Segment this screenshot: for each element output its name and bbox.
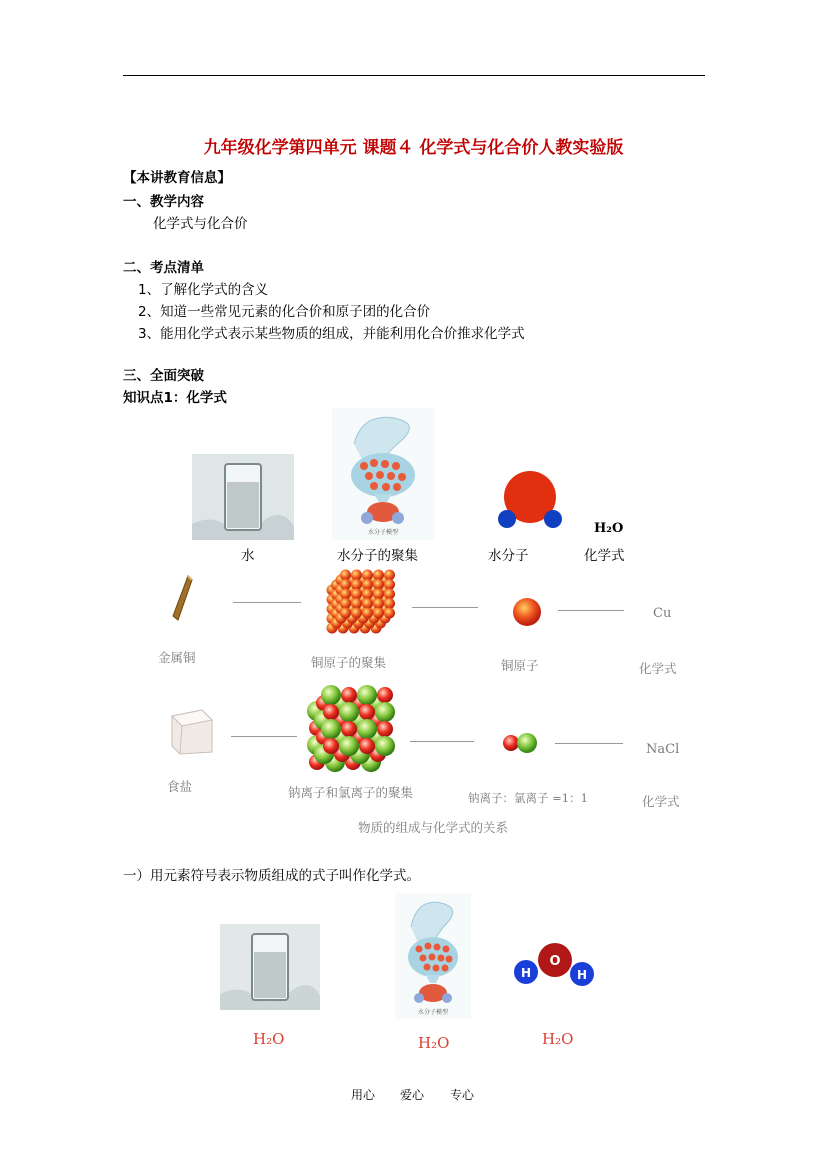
section-2-heading: 二、考点清单 (123, 260, 204, 276)
cluster-sphere (377, 687, 393, 703)
cluster-sphere (375, 702, 395, 722)
cluster-sphere (384, 589, 395, 600)
section-3-heading: 三、全面突破 (123, 368, 204, 384)
formula-h2o: H₂O (594, 521, 624, 536)
page-title: 九年级化学第四单元 课题４ 化学式与化合价人教实验版 (203, 138, 624, 158)
cluster-sphere (384, 608, 395, 619)
list-item: 1、了解化学式的含义 (138, 282, 269, 298)
cluster-sphere (351, 589, 362, 600)
water-molecule-labeled-model (508, 940, 598, 990)
formula-h2o-aggregate: H₂O (418, 1034, 450, 1052)
copper-atom-cluster-image (324, 566, 404, 638)
list-item: 2、知道一些常见元素的化合价和原子团的化合价 (138, 304, 431, 320)
water-glass-image (192, 454, 294, 540)
caption-aggregate: 水分子的聚集 (337, 548, 418, 564)
footer-item: 用心 (351, 1088, 376, 1102)
cluster-sphere (340, 579, 351, 590)
connector-line (412, 607, 478, 608)
cluster-sphere (373, 570, 384, 581)
header-rule (123, 75, 705, 76)
cluster-sphere (373, 608, 384, 619)
cluster-sphere (323, 704, 339, 720)
cluster-sphere (359, 704, 375, 720)
knowledge-point-title: 知识点1：化学式 (123, 390, 227, 406)
label-table-salt: 食盐 (167, 779, 193, 794)
cluster-sphere (362, 598, 373, 609)
cluster-sphere (362, 589, 373, 600)
list-item: 3、能用化学式表示某些物质的组成，并能利用化合价推求化学式 (138, 326, 525, 342)
footer-item: 专心 (450, 1088, 475, 1102)
cluster-sphere (384, 579, 395, 590)
cluster-sphere (373, 598, 384, 609)
section-1-heading: 一、教学内容 (123, 194, 204, 210)
cluster-sphere (384, 598, 395, 609)
copper-atom-model (511, 596, 543, 628)
formula-cu: Cu (653, 606, 672, 621)
connector-line (410, 741, 474, 742)
label-copper-formula: 化学式 (639, 661, 677, 676)
cluster-sphere (339, 702, 359, 722)
figure-caption: 物质的组成与化学式的关系 (358, 820, 509, 835)
cluster-sphere (384, 570, 395, 581)
cluster-sphere (375, 736, 395, 756)
water-glass-image (220, 924, 320, 1010)
label-ion-ratio: 钠离子：氯离子 =1：1 (468, 791, 588, 805)
label-salt-formula: 化学式 (642, 794, 680, 809)
cluster-sphere (340, 570, 351, 581)
label-copper-aggregate: 铜原子的聚集 (311, 655, 387, 670)
cluster-sphere (357, 719, 377, 739)
cluster-sphere (357, 685, 377, 705)
cluster-sphere (339, 736, 359, 756)
cluster-sphere (359, 738, 375, 754)
cluster-sphere (341, 687, 357, 703)
salt-crystal-image (168, 706, 214, 754)
section-1-body: 化学式与化合价 (153, 216, 248, 232)
cluster-sphere (323, 738, 339, 754)
label-copper-atom: 铜原子 (501, 658, 539, 673)
cluster-sphere (321, 685, 341, 705)
connector-line (231, 736, 297, 737)
sodium-chloride-ion-cluster-image (303, 683, 405, 777)
connector-line (233, 602, 301, 603)
cluster-sphere (321, 719, 341, 739)
cluster-sphere (373, 589, 384, 600)
caption-molecule: 水分子 (488, 548, 529, 564)
info-heading: 【本讲教育信息】 (123, 170, 231, 186)
cluster-sphere (373, 579, 384, 590)
footer-item: 爱心 (400, 1088, 425, 1102)
cluster-sphere (340, 598, 351, 609)
cluster-sphere (351, 579, 362, 590)
water-molecule-aggregate-image (395, 893, 471, 1019)
copper-wire-image (170, 574, 194, 622)
model-label: 水分子模型 (367, 529, 399, 536)
formula-h2o-molecule: H₂O (542, 1030, 574, 1048)
cluster-sphere (351, 598, 362, 609)
cluster-sphere (340, 589, 351, 600)
cluster-sphere (340, 608, 351, 619)
hydrogen-label: H (520, 966, 532, 980)
water-molecule-model (495, 468, 565, 534)
hydrogen-label: H (576, 968, 588, 982)
model-label: 水分子模型 (417, 1009, 449, 1016)
cluster-sphere (351, 608, 362, 619)
label-metal-copper: 金属铜 (158, 650, 196, 665)
cluster-sphere (377, 721, 393, 737)
cluster-sphere (362, 579, 373, 590)
label-ion-aggregate: 钠离子和氯离子的聚集 (288, 785, 414, 800)
oxygen-label: O (549, 954, 561, 969)
connector-line (558, 610, 624, 611)
water-molecule-aggregate-image (332, 408, 434, 540)
caption-formula: 化学式 (584, 548, 625, 564)
cluster-sphere (362, 570, 373, 581)
formula-nacl: NaCl (646, 742, 680, 757)
formula-h2o-glass: H₂O (253, 1030, 285, 1048)
sodium-chloride-ion-pair-model (500, 732, 540, 754)
cluster-sphere (351, 570, 362, 581)
connector-line (555, 743, 623, 744)
cluster-sphere (341, 721, 357, 737)
caption-water: 水 (241, 548, 255, 564)
definition-text: 一）用元素符号表示物质组成的式子叫作化学式。 (123, 868, 420, 884)
cluster-sphere (362, 608, 373, 619)
